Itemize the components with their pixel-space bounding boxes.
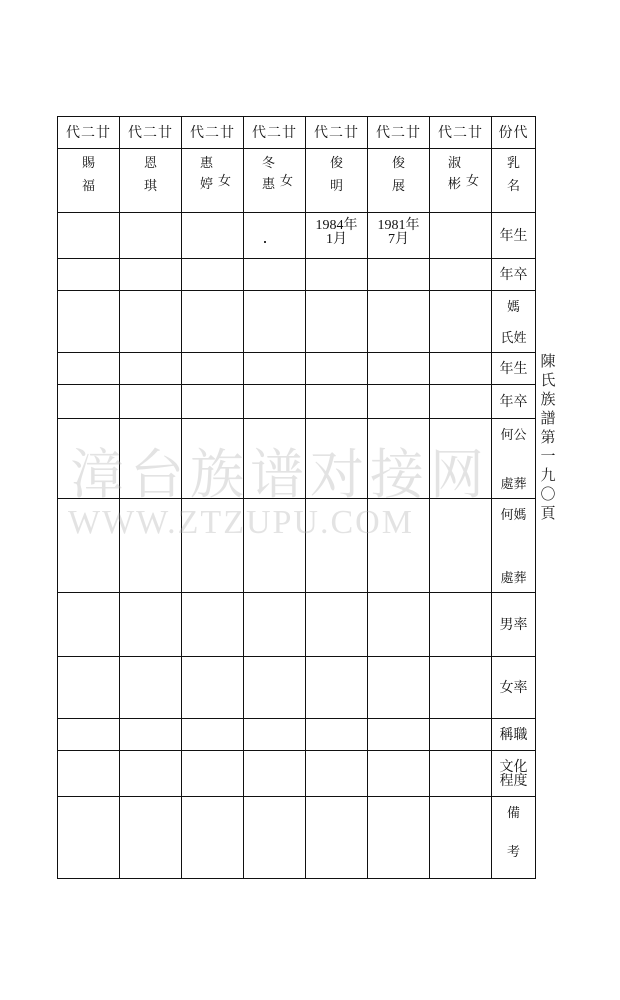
- row-label-daughters: 女率: [492, 657, 536, 719]
- birth-year-row: [58, 213, 536, 259]
- person-name-cell: 賜 福: [58, 149, 120, 213]
- generation-header: 代二廿: [120, 117, 182, 149]
- row-label-milk-name: 乳 名: [492, 149, 536, 213]
- birth-date-cell: 1984年 1月: [306, 213, 368, 259]
- header-row: [58, 117, 536, 149]
- row-label-education: 文化 程度: [492, 751, 536, 797]
- education-row: [58, 751, 536, 797]
- sex-mark: 女: [279, 174, 293, 189]
- title-row: [58, 719, 536, 751]
- husband-burial-row: [58, 419, 536, 499]
- wife-burial-row: [58, 499, 536, 593]
- person-name-cell: 淑 彬 女: [430, 149, 492, 213]
- generation-header: 代二廿: [58, 117, 120, 149]
- person-name-cell: 恩 琪: [120, 149, 182, 213]
- generation-header: 代二廿: [182, 117, 244, 149]
- row-label-birth-year: 年生: [492, 213, 536, 259]
- person-name-cell: 俊 展: [368, 149, 430, 213]
- birth-date-cell: 1981年 7月: [368, 213, 430, 259]
- remarks-row: [58, 797, 536, 879]
- page-caption: 陳氏族譜第一九〇頁: [540, 352, 556, 522]
- row-label-death-year: 年卒: [492, 259, 536, 291]
- person-name-cell: 俊 明: [306, 149, 368, 213]
- sons-row: [58, 593, 536, 657]
- generation-header: 代二廿: [244, 117, 306, 149]
- row-label-remarks: 備 考: [492, 797, 536, 879]
- sex-mark: 女: [217, 174, 231, 189]
- generation-header: 代二廿: [368, 117, 430, 149]
- generation-header: 代二廿: [306, 117, 368, 149]
- wife-birth-row: [58, 353, 536, 385]
- row-label-wife-death: 年卒: [492, 385, 536, 419]
- row-label-husband-burial: 何公 處葬: [492, 419, 536, 499]
- row-label-wife-burial: 何媽 處葬: [492, 499, 536, 593]
- milk-name-row: [58, 149, 536, 213]
- person-name-cell: 冬 惠 女: [244, 149, 306, 213]
- row-label-sons: 男率: [492, 593, 536, 657]
- person-name-cell: 惠 婷 女: [182, 149, 244, 213]
- row-label-wife-surname: 媽 氏姓: [492, 291, 536, 353]
- sex-mark: 女: [465, 174, 479, 189]
- wife-death-row: [58, 385, 536, 419]
- row-label-wife-birth: 年生: [492, 353, 536, 385]
- generation-header: 代二廿: [430, 117, 492, 149]
- death-year-row: [58, 259, 536, 291]
- row-label-title: 稱職: [492, 719, 536, 751]
- watermark-url: WWW.ZTZUPU.COM: [68, 504, 414, 541]
- watermark-chinese: 漳台族谱对接网: [70, 443, 490, 506]
- genealogy-table: [57, 116, 536, 879]
- wife-surname-row: [58, 291, 536, 353]
- daughters-row: [58, 657, 536, 719]
- row-label-generation: 份代: [492, 117, 536, 149]
